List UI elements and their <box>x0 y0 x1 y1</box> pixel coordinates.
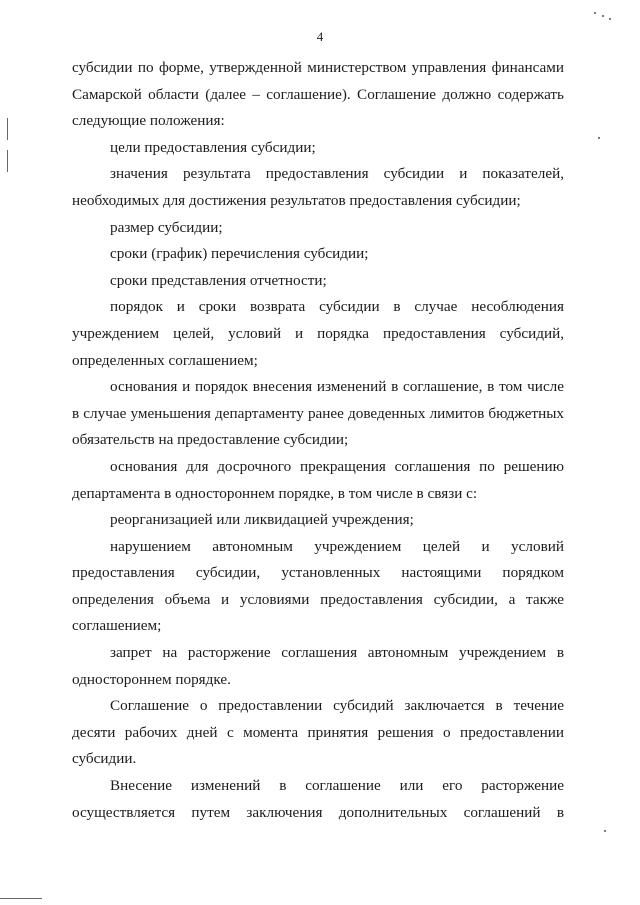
paragraph-11: нарушением автономным учреждением целей и условий предоставления субсидии, установленных настоящими порядком определения объема и условиями предоставления субсидии, а также соглашением; <box>72 537 564 635</box>
paragraph-1: субсидии по форме, утвержденной министерством управления финансами Самарской области (далее – соглашение). Соглашение должно содержать следующие положения: <box>72 59 564 130</box>
paragraph-8: основания и порядок внесения изменений в соглашение, в том числе в случае уменьшения департаменту ранее доведенных лимитов бюджетных обязательств на предоставление субсидии; <box>72 378 564 449</box>
paragraph-10: реорганизацией или ликвидацией учреждения; <box>110 511 414 529</box>
paragraph-7: порядок и сроки возврата субсидии в случае несоблюдения учреждением целей, условий и порядка предоставления субсидий, определенных соглашением; <box>72 298 564 369</box>
scan-dot <box>602 15 604 17</box>
paragraph-9: основания для досрочного прекращения соглашения по решению департамента в одностороннем порядке, в том числе в связи с: <box>72 457 564 502</box>
paragraph-5: сроки (график) перечисления субсидии; <box>110 245 369 263</box>
page-number: 4 <box>316 29 324 44</box>
scan-margin-mark-middle <box>7 150 8 172</box>
paragraph-4: размер субсидии; <box>110 218 223 236</box>
paragraph-6: сроки представления отчетности; <box>110 271 327 289</box>
scan-margin-mark-top <box>7 118 8 140</box>
scan-dot <box>609 18 611 20</box>
paragraph-2: цели предоставления субсидии; <box>110 138 316 156</box>
paragraph-12: запрет на расторжение соглашения автономным учреждением в одностороннем порядке. <box>72 644 564 688</box>
scan-dot <box>594 12 596 14</box>
scan-dot <box>604 830 606 832</box>
paragraph-3: значения результата предоставления субсидии и показателей, необходимых для достижения результатов предоставления субсидии; <box>72 165 564 209</box>
scan-dot <box>598 137 600 139</box>
document-body <box>72 55 564 826</box>
paragraph-13: Соглашение о предоставлении субсидий заключается в течение десяти рабочих дней с момента принятия решения о предоставлении субсидии. <box>72 697 564 768</box>
paragraph-14: Внесение изменений в соглашение или его расторжение осуществляется путем заключения дополнительных соглашений в <box>72 777 564 821</box>
scan-margin-mark-bottom <box>0 898 42 899</box>
